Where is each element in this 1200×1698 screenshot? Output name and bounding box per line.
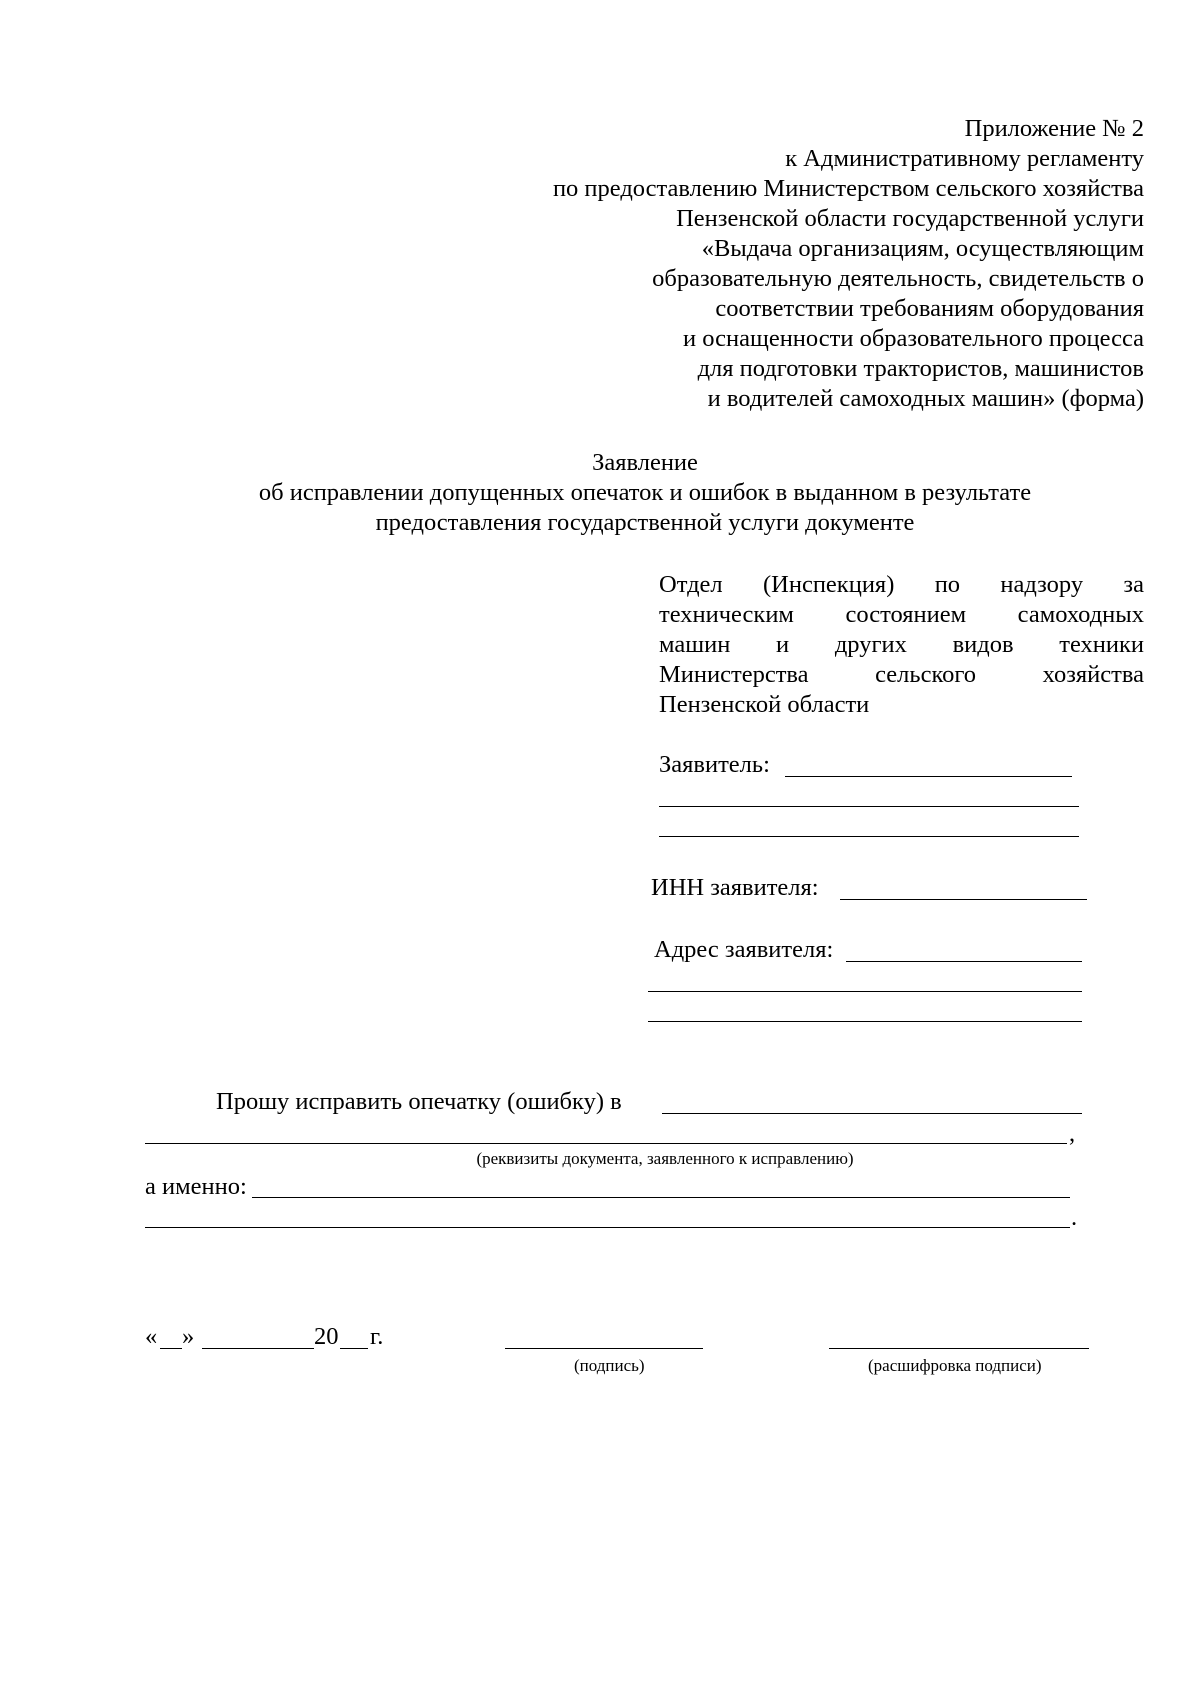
applicant-name-field-line3[interactable] xyxy=(659,836,1079,837)
recipient-line: Пензенской области xyxy=(659,691,870,718)
date-open-quote: « xyxy=(145,1323,158,1350)
appendix-line: для подготовки трактористов, машинистов xyxy=(697,355,1144,382)
namely-field-line2[interactable] xyxy=(145,1227,1070,1228)
document-subtitle-line: предоставления государственной услуги документе xyxy=(375,509,915,536)
date-year-field[interactable] xyxy=(340,1348,368,1349)
recipient-line: Отдел (Инспекция) по надзору за xyxy=(659,571,1144,598)
recipient-line: машин и других видов техники xyxy=(659,631,1144,658)
recipient-line: техническим состоянием самоходных xyxy=(659,601,1144,628)
appendix-line: по предоставлению Министерством сельского хозяйства xyxy=(552,175,1144,202)
document-field-hint: (реквизиты документа, заявленного к исправлению) xyxy=(476,1149,854,1168)
namely-label: а именно: xyxy=(145,1173,247,1200)
request-text: Прошу исправить опечатку (ошибку) в xyxy=(216,1088,622,1115)
year-prefix: 20 xyxy=(314,1323,339,1350)
document-title-block xyxy=(150,448,1140,538)
appendix-line: и оснащенности образовательного процесса xyxy=(683,325,1144,352)
date-close-quote: » xyxy=(182,1323,195,1350)
appendix-line: Пензенской области государственной услуги xyxy=(676,205,1144,232)
year-suffix: г. xyxy=(370,1323,384,1350)
namely-field[interactable] xyxy=(252,1197,1070,1198)
date-day-field[interactable] xyxy=(160,1348,182,1349)
appendix-line: к Административному регламенту xyxy=(785,145,1144,172)
signature-decode-field[interactable] xyxy=(829,1348,1089,1349)
comma: , xyxy=(1069,1120,1076,1147)
signature-label: (подпись) xyxy=(574,1356,645,1375)
appendix-line: Приложение № 2 xyxy=(964,115,1144,142)
inn-label: ИНН заявителя: xyxy=(651,874,819,901)
date-month-field[interactable] xyxy=(202,1348,314,1349)
document-field[interactable] xyxy=(662,1113,1082,1114)
inn-field[interactable] xyxy=(840,899,1087,900)
signature-decode-label: (расшифровка подписи) xyxy=(868,1356,1042,1375)
appendix-line: «Выдача организациям, осуществляющим xyxy=(701,235,1144,262)
address-field-line2[interactable] xyxy=(648,991,1082,992)
address-field-line3[interactable] xyxy=(648,1021,1082,1022)
address-field[interactable] xyxy=(846,961,1082,962)
appendix-line: образовательную деятельность, свидетельств о xyxy=(652,265,1144,292)
document-subtitle-line: об исправлении допущенных опечаток и ошибок в выданном в результате xyxy=(258,479,1032,506)
period: . xyxy=(1071,1204,1078,1231)
recipient-line: Министерства сельского хозяйства xyxy=(659,661,1144,688)
applicant-name-field-line2[interactable] xyxy=(659,806,1079,807)
document-field-line2[interactable] xyxy=(145,1143,1067,1144)
recipient-block xyxy=(659,570,1144,720)
appendix-line: соответствии требованиям оборудования xyxy=(715,295,1144,322)
appendix-block xyxy=(420,114,1144,414)
address-label: Адрес заявителя: xyxy=(654,936,834,963)
applicant-label: Заявитель: xyxy=(659,751,770,778)
document-title: Заявление xyxy=(592,449,698,476)
signature-field[interactable] xyxy=(505,1348,703,1349)
applicant-name-field[interactable] xyxy=(785,776,1072,777)
appendix-line: и водителей самоходных машин» (форма) xyxy=(707,385,1144,412)
